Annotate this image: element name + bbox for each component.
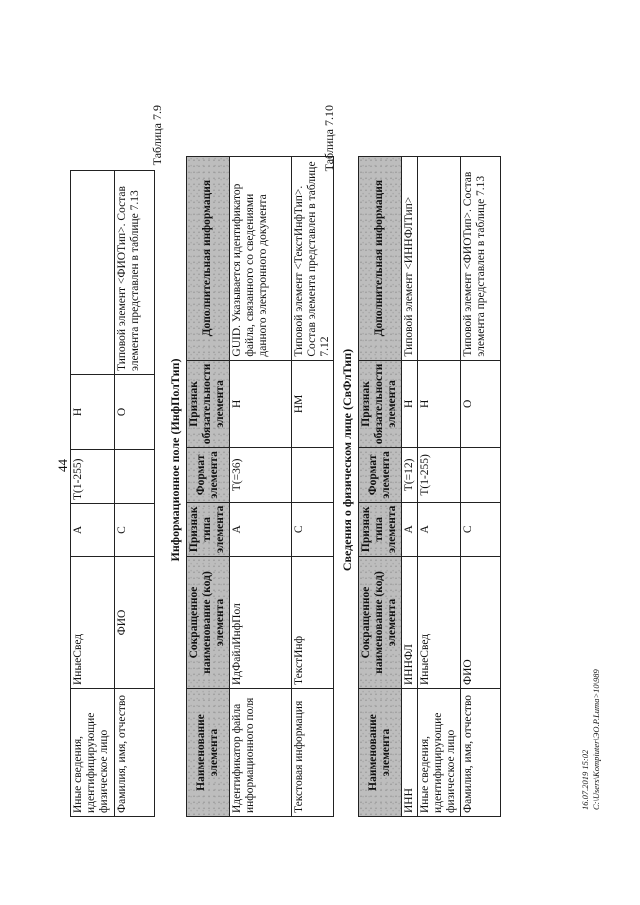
footer-timestamp: 16.07.2019 15:02 — [580, 749, 590, 810]
table-cell: Т(=36) — [229, 448, 291, 502]
table-7-10-caption: Таблица 7.10 — [322, 105, 336, 172]
table-cell: Типовой элемент <ФИОТип>. Состав элемента представлен в таблице 7.13 — [460, 156, 500, 360]
table-header-row — [187, 156, 230, 816]
continued-table-body — [71, 171, 155, 817]
table-cell — [460, 448, 500, 502]
table-cell: Н — [417, 360, 460, 448]
footer-path: C:\Users\Kompiuter\ЭО.Р.Luma>10\989 — [590, 669, 601, 810]
page-number: 44 — [55, 459, 70, 472]
table-cell — [417, 156, 460, 360]
table-cell: А — [229, 502, 291, 556]
table-cell: Фамилия, имя, отчество — [460, 689, 500, 817]
table-cell: НМ — [291, 360, 334, 448]
table-cell: О — [460, 360, 500, 448]
column-header: Признак обязательности элемента — [187, 360, 230, 448]
table-cell — [291, 448, 334, 502]
table-row — [401, 156, 417, 816]
table-7-10 — [358, 156, 501, 817]
table-row — [229, 156, 291, 816]
table-cell: Типовой элемент <ИННФЛТип> — [401, 156, 417, 360]
column-header: Формат элемента — [359, 448, 402, 502]
table-cell: Типовой элемент <ТекстИнфТип>. Состав элемента представлен в таблице 7.12 — [291, 156, 334, 360]
table-cell: Т(1-255) — [71, 450, 115, 504]
table-cell: ИдФайлИнфПол — [229, 557, 291, 689]
table-cell: Иные сведения, идентифицирующие физическое лицо — [417, 689, 460, 817]
table-cell: А — [71, 504, 115, 557]
column-header: Сокращенное наименование (код) элемента — [187, 557, 230, 689]
table-7-9-title: Информационное поле (ИнфПолТип) — [168, 358, 182, 562]
table-row — [417, 156, 460, 816]
table-7-9-caption: Таблица 7.9 — [150, 105, 164, 166]
column-header: Сокращенное наименование (код) элемента — [359, 557, 402, 689]
table-cell: С — [291, 502, 334, 556]
column-header: Признак обязательности элемента — [359, 360, 402, 448]
table-header-row — [359, 156, 402, 816]
table-row — [115, 171, 155, 817]
table-cell: ФИО — [115, 557, 155, 689]
table-cell: Идентификатор файла информационного поля — [229, 689, 291, 817]
column-header: Признак типа элемента — [359, 502, 402, 556]
column-header: Дополнительная информация — [359, 156, 402, 360]
table-cell: ТекстИнф — [291, 557, 334, 689]
table-cell: ИныеСвед — [71, 557, 115, 689]
column-header: Дополнительная информация — [187, 156, 230, 360]
continued-table — [70, 170, 155, 817]
table-cell: Т(=12) — [401, 448, 417, 502]
table-7-9 — [186, 156, 334, 817]
table-cell: С — [460, 502, 500, 556]
table-cell — [115, 450, 155, 504]
table-cell: О — [115, 375, 155, 450]
table-7-10-body — [401, 156, 500, 816]
table-cell: Фамилия, имя, отчество — [115, 689, 155, 817]
table-cell: ФИО — [460, 557, 500, 689]
table-cell: Типовой элемент <ФИОТип>. Состав элемента представлен в таблице 7.13 — [115, 171, 155, 375]
column-header: Наименование элемента — [359, 689, 402, 817]
column-header: Формат элемента — [187, 448, 230, 502]
column-header: Признак типа элемента — [187, 502, 230, 556]
table-cell: GUID. Указывается идентификатор файла, связанного со сведениями данного электронного документа — [229, 156, 291, 360]
table-cell: ИныеСвед — [417, 557, 460, 689]
table-cell: А — [417, 502, 460, 556]
table-7-9-body — [229, 156, 334, 816]
column-header: Наименование элемента — [187, 689, 230, 817]
table-cell: Н — [229, 360, 291, 448]
table-cell: ИНН — [401, 689, 417, 817]
table-cell: Н — [401, 360, 417, 448]
table-cell: ИННФЛ — [401, 557, 417, 689]
table-cell: С — [115, 504, 155, 557]
table-cell: Т(1-255) — [417, 448, 460, 502]
table-cell: Текстовая информация — [291, 689, 334, 817]
table-row — [71, 171, 115, 817]
table-cell: Н — [71, 375, 115, 450]
print-footer — [580, 669, 601, 810]
table-7-10-title: Сведения о физическом лице (СвФлТип) — [340, 348, 354, 572]
table-cell — [71, 171, 115, 375]
table-cell: А — [401, 502, 417, 556]
table-row — [460, 156, 500, 816]
table-cell: Иные сведения, идентифицирующие физическое лицо — [71, 689, 115, 817]
